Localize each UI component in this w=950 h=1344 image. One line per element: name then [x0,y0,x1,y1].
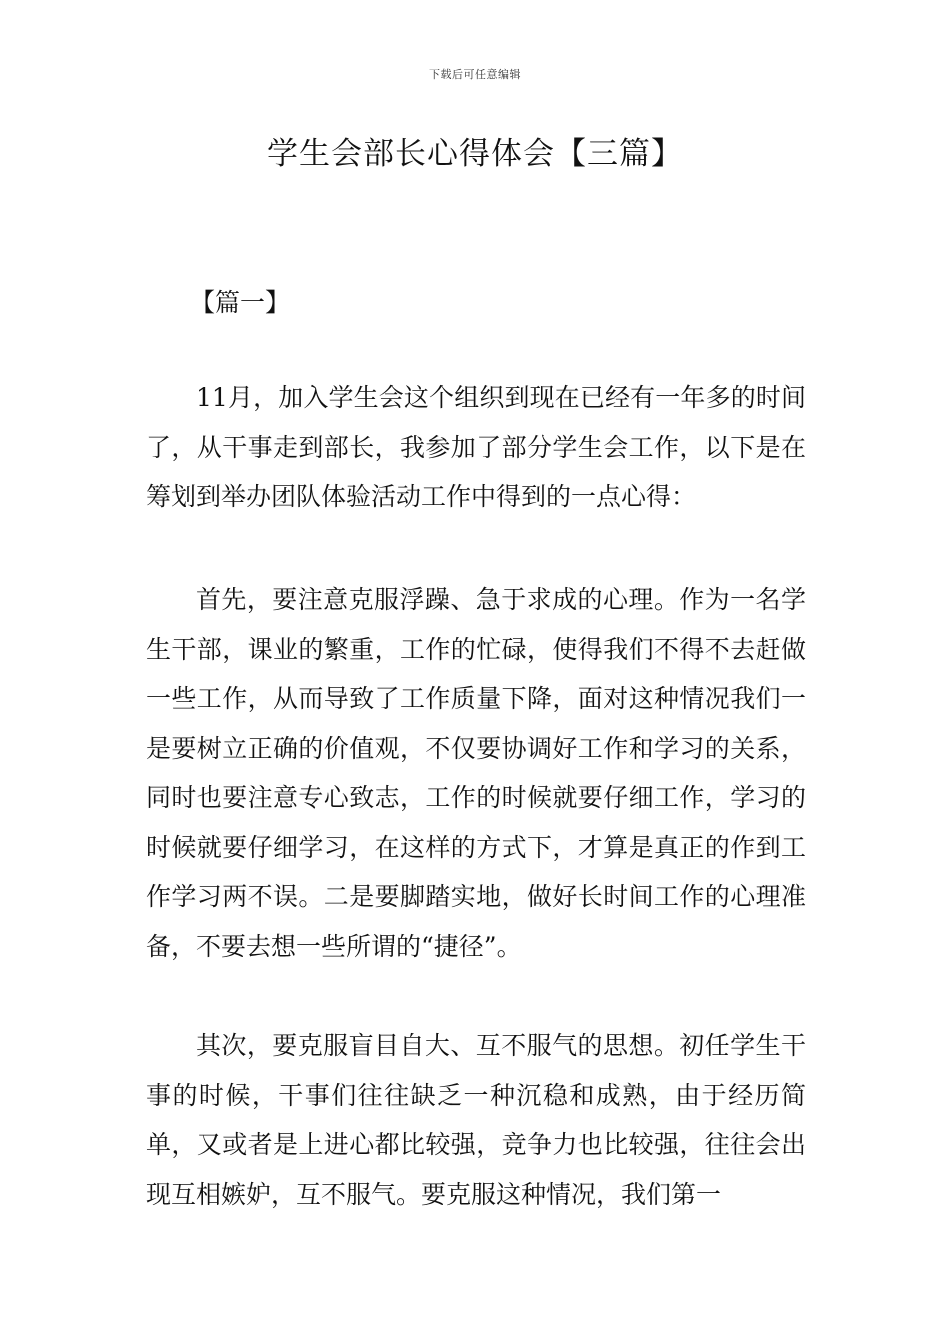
section-heading: 【篇一】 [190,288,291,317]
body-paragraph: 其次，要克服盲目自大、互不服气的思想。初任学生干事的时候，干事们往往缺乏一种沉稳和成熟，由于经历简单，又或者是上进心都比较强，竞争力也比较强，往往会出现互相嫉妒，互不服气。要克服这种情况，我们第一 [146,1031,806,1209]
body-paragraph: 首先，要注意克服浮躁、急于求成的心理。作为一名学生干部，课业的繁重，工作的忙碌，使得我们不得不去赶做一些工作，从而导致了工作质量下降，面对这种情况我们一是要树立正确的价值观，不仅要协调好工作和学习的关系，同时也要注意专心致志，工作的时候就要仔细工作，学习的时候就要仔细学习，在这样的方式下，才算是真正的作到工作学习两不误。二是要脚踏实地，做好长时间工作的心理准备，不要去想一些所谓的“捷径”。 [146,585,806,961]
body-paragraph: 11月，加入学生会这个组织到现在已经有一年多的时间了，从干事走到部长，我参加了部分学生会工作，以下是在筹划到举办团队体验活动工作中得到的一点心得： [146,383,806,511]
header-note: 下载后可任意编辑 [429,68,521,81]
document-title: 学生会部长心得体会【三篇】 [267,136,683,172]
